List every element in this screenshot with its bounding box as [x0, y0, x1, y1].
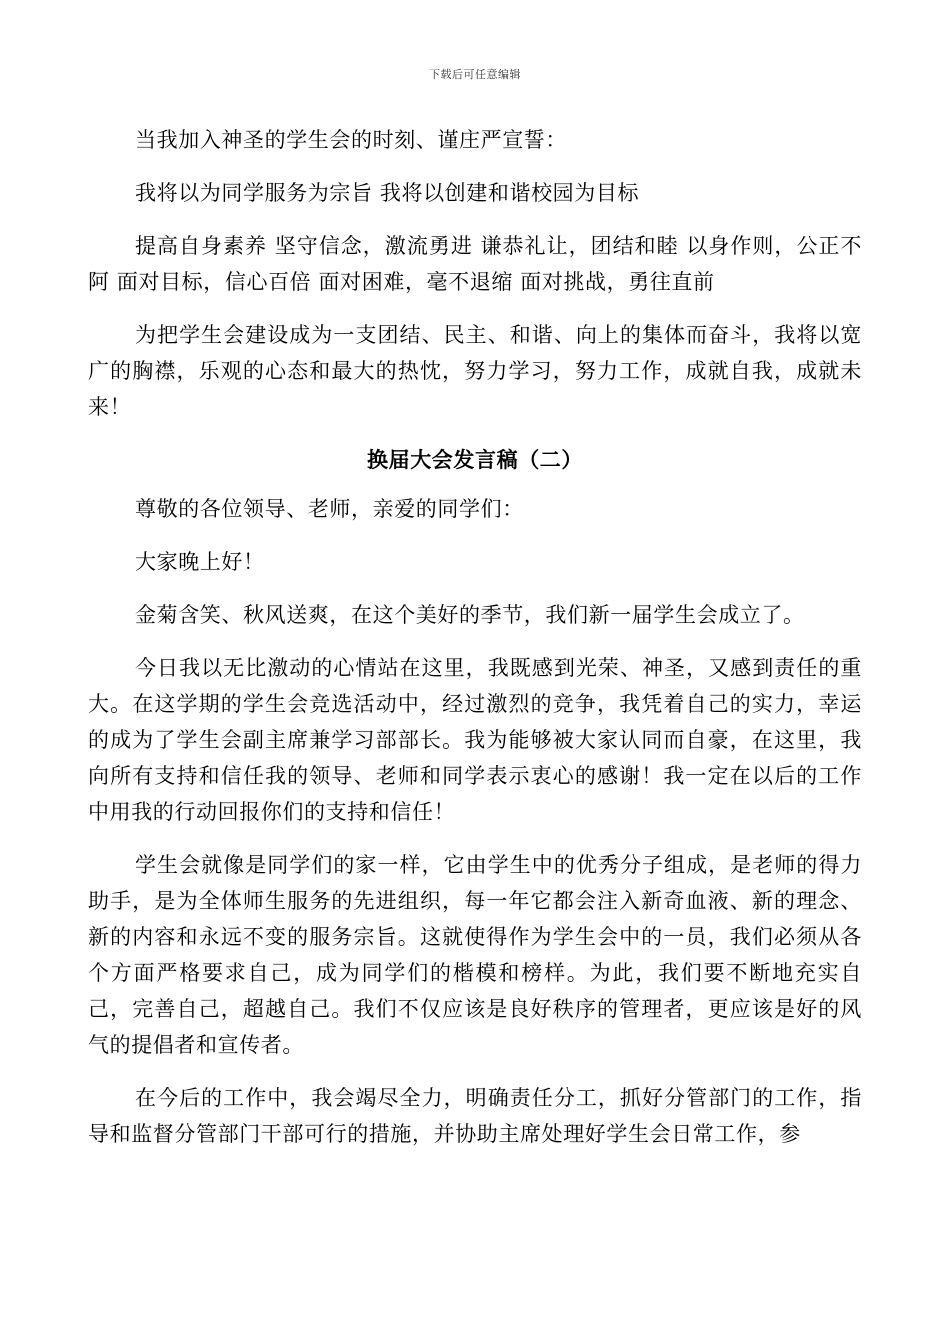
paragraph-3: 学生会就像是同学们的家一样，它由学生中的优秀分子组成，是老师的得力助手，是为全体师生服务的先进组织，每一年它都会注入新奇血液、新的理念、新的内容和永远不变的服务宗旨。这就使得作为学生会中的一员，我们必须从各个方面严格要求自己，成为同学们的楷模和榜样。为此，我们要不断地充实自己，完善自己，超越自己。我们不仅应该是良好秩序的管理者，更应该是好的风气的提倡者和宣传者。 — [88, 853, 862, 1057]
section-title: 换届大会发言稿（二） — [367, 447, 583, 472]
pledge-intro: 当我加入神圣的学生会的时刻、谨庄严宣誓： — [135, 128, 567, 152]
greeting: 大家晚上好！ — [135, 550, 265, 574]
pledge-values: 提高自身素养 坚守信念，激流勇进 谦恭礼让，团结和睦 以身作则，公正不阿 面对目标，信心百倍 面对困难，毫不退缩 面对挑战，勇往直前 — [88, 234, 862, 294]
paragraph-4: 在今后的工作中，我会竭尽全力，明确责任分工，抓好分管部门的工作，指导和监督分管部门干部可行的措施，并协助主席处理好学生会日常工作，参 — [88, 1086, 862, 1146]
paragraph-1: 金菊含笑、秋风送爽，在这个美好的季节，我们新一届学生会成立了。 — [135, 603, 805, 627]
salutation: 尊敬的各位领导、老师，亲爱的同学们： — [135, 497, 524, 521]
page-header: 下载后可任意编辑 — [429, 68, 521, 81]
paragraph-2: 今日我以无比激动的心情站在这里，我既感到光荣、神圣，又感到责任的重大。在这学期的学生会竞选活动中，经过激烈的竞争，我凭着自己的实力，幸运的成为了学生会副主席兼学习部部长。我为能够被大家认同而自豪，在这里，我向所有支持和信任我的领导、老师和同学表示衷心的感谢！我一定在以后的工作中用我的行动回报你们的支持和信任！ — [88, 656, 862, 824]
pledge-aims: 我将以为同学服务为宗旨 我将以创建和谐校园为目标 — [135, 181, 640, 205]
pledge-closing: 为把学生会建设成为一支团结、民主、和谐、向上的集体而奋斗，我将以宽广的胸襟，乐观的心态和最大的热忱，努力学习，努力工作，成就自我，成就未来！ — [88, 323, 862, 419]
document-body — [88, 122, 862, 1169]
